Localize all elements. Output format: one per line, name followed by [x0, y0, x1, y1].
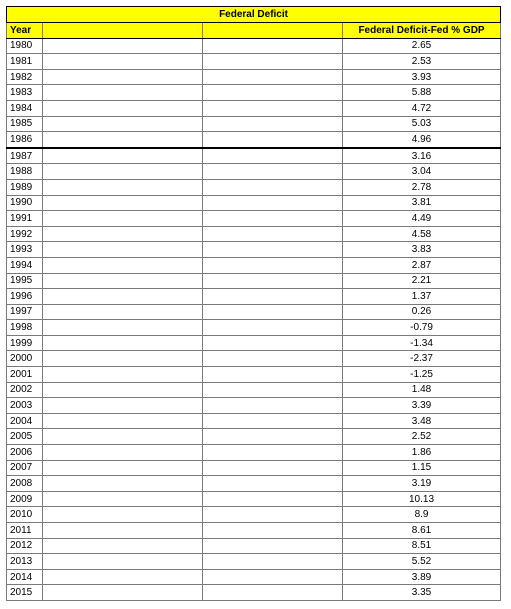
empty-cell[interactable] [203, 585, 343, 601]
empty-cell[interactable] [203, 569, 343, 585]
empty-cell[interactable] [43, 476, 203, 492]
empty-cell[interactable] [43, 585, 203, 601]
empty-cell[interactable] [43, 54, 203, 70]
year-cell[interactable]: 1997 [7, 304, 43, 320]
empty-cell[interactable] [43, 38, 203, 54]
year-cell[interactable]: 2009 [7, 491, 43, 507]
table-row [7, 382, 501, 398]
empty-cell[interactable] [43, 304, 203, 320]
table-row [7, 538, 501, 554]
deficit-value-cell[interactable]: 10.13 [343, 491, 501, 507]
empty-cell[interactable] [203, 304, 343, 320]
year-cell[interactable]: 2007 [7, 460, 43, 476]
table-row [7, 257, 501, 273]
empty-cell[interactable] [203, 491, 343, 507]
table-row [7, 491, 501, 507]
year-cell[interactable]: 1999 [7, 335, 43, 351]
empty-cell[interactable] [203, 429, 343, 445]
empty-cell[interactable] [43, 320, 203, 336]
deficit-value-cell[interactable]: 3.39 [343, 398, 501, 414]
year-cell[interactable]: 2002 [7, 382, 43, 398]
empty-cell[interactable] [203, 398, 343, 414]
table-row [7, 445, 501, 461]
table-row [7, 460, 501, 476]
table-row [7, 242, 501, 258]
header-col2[interactable] [43, 23, 203, 39]
table-row [7, 320, 501, 336]
deficit-value-cell[interactable]: 5.52 [343, 554, 501, 570]
header-col3[interactable] [203, 23, 343, 39]
empty-cell[interactable] [203, 320, 343, 336]
empty-cell[interactable] [203, 445, 343, 461]
year-cell[interactable]: 1989 [7, 179, 43, 195]
empty-cell[interactable] [43, 554, 203, 570]
empty-cell[interactable] [203, 460, 343, 476]
empty-cell[interactable] [43, 289, 203, 305]
table-row [7, 523, 501, 539]
deficit-value-cell[interactable]: 3.81 [343, 195, 501, 211]
year-cell[interactable]: 1995 [7, 273, 43, 289]
empty-cell[interactable] [43, 413, 203, 429]
year-cell[interactable]: 1992 [7, 226, 43, 242]
empty-cell[interactable] [43, 226, 203, 242]
deficit-value-cell[interactable]: 0.26 [343, 304, 501, 320]
empty-cell[interactable] [43, 195, 203, 211]
empty-cell[interactable] [203, 476, 343, 492]
empty-cell[interactable] [203, 195, 343, 211]
deficit-value-cell[interactable]: 3.89 [343, 569, 501, 585]
table-row [7, 164, 501, 180]
table-row [7, 148, 501, 164]
empty-cell[interactable] [43, 460, 203, 476]
title-row [7, 7, 501, 23]
deficit-value-cell[interactable]: 4.72 [343, 100, 501, 116]
deficit-value-cell[interactable]: 1.48 [343, 382, 501, 398]
table-row [7, 569, 501, 585]
header-row [7, 23, 501, 39]
deficit-value-cell[interactable]: 1.37 [343, 289, 501, 305]
table-row [7, 38, 501, 54]
deficit-value-cell[interactable]: 8.51 [343, 538, 501, 554]
empty-cell[interactable] [43, 69, 203, 85]
year-cell[interactable]: 1993 [7, 242, 43, 258]
empty-cell[interactable] [43, 507, 203, 523]
empty-cell[interactable] [203, 367, 343, 383]
deficit-value-cell[interactable]: 2.78 [343, 179, 501, 195]
empty-cell[interactable] [203, 335, 343, 351]
deficit-value-cell[interactable]: -1.25 [343, 367, 501, 383]
deficit-value-cell[interactable]: 3.93 [343, 69, 501, 85]
deficit-value-cell[interactable]: 8.9 [343, 507, 501, 523]
deficit-value-cell[interactable]: -1.34 [343, 335, 501, 351]
empty-cell[interactable] [43, 335, 203, 351]
deficit-value-cell[interactable]: 5.88 [343, 85, 501, 101]
year-cell[interactable]: 1998 [7, 320, 43, 336]
table-row [7, 398, 501, 414]
table-row [7, 289, 501, 305]
empty-cell[interactable] [43, 491, 203, 507]
table-row [7, 100, 501, 116]
year-cell[interactable]: 2013 [7, 554, 43, 570]
year-cell[interactable]: 1983 [7, 85, 43, 101]
empty-cell[interactable] [203, 211, 343, 227]
deficit-value-cell[interactable]: 2.21 [343, 273, 501, 289]
year-cell[interactable]: 2000 [7, 351, 43, 367]
empty-cell[interactable] [203, 273, 343, 289]
empty-cell[interactable] [203, 69, 343, 85]
table-row [7, 54, 501, 70]
empty-cell[interactable] [203, 523, 343, 539]
empty-cell[interactable] [43, 569, 203, 585]
empty-cell[interactable] [203, 38, 343, 54]
deficit-value-cell[interactable]: 4.49 [343, 211, 501, 227]
deficit-value-cell[interactable]: 3.35 [343, 585, 501, 601]
empty-cell[interactable] [203, 85, 343, 101]
year-cell[interactable]: 1982 [7, 69, 43, 85]
table-title[interactable]: Federal Deficit [7, 7, 501, 23]
year-cell[interactable]: 1994 [7, 257, 43, 273]
deficit-value-cell[interactable]: 2.65 [343, 38, 501, 54]
empty-cell[interactable] [43, 429, 203, 445]
table-row [7, 304, 501, 320]
empty-cell[interactable] [43, 523, 203, 539]
year-cell[interactable]: 1990 [7, 195, 43, 211]
deficit-value-cell[interactable]: 2.53 [343, 54, 501, 70]
table-row [7, 69, 501, 85]
empty-cell[interactable] [43, 351, 203, 367]
table-row [7, 413, 501, 429]
table-row [7, 211, 501, 227]
deficit-value-cell[interactable]: 4.58 [343, 226, 501, 242]
empty-cell[interactable] [203, 54, 343, 70]
empty-cell[interactable] [43, 398, 203, 414]
empty-cell[interactable] [43, 367, 203, 383]
empty-cell[interactable] [203, 289, 343, 305]
year-cell[interactable]: 1986 [7, 132, 43, 148]
table-row [7, 554, 501, 570]
year-cell[interactable]: 2008 [7, 476, 43, 492]
year-cell[interactable]: 2012 [7, 538, 43, 554]
deficit-value-cell[interactable]: 3.04 [343, 164, 501, 180]
empty-cell[interactable] [203, 179, 343, 195]
empty-cell[interactable] [203, 413, 343, 429]
deficit-value-cell[interactable]: 4.96 [343, 132, 501, 148]
empty-cell[interactable] [203, 226, 343, 242]
table-row [7, 367, 501, 383]
year-cell[interactable]: 2005 [7, 429, 43, 445]
deficit-value-cell[interactable]: 3.48 [343, 413, 501, 429]
empty-cell[interactable] [43, 382, 203, 398]
empty-cell[interactable] [203, 164, 343, 180]
year-cell[interactable]: 1981 [7, 54, 43, 70]
deficit-value-cell[interactable]: -2.37 [343, 351, 501, 367]
deficit-value-cell[interactable]: 3.83 [343, 242, 501, 258]
table-row [7, 476, 501, 492]
spreadsheet [6, 6, 500, 601]
year-cell[interactable]: 2003 [7, 398, 43, 414]
empty-cell[interactable] [43, 164, 203, 180]
deficit-value-cell[interactable]: 8.61 [343, 523, 501, 539]
deficit-value-cell[interactable]: 1.86 [343, 445, 501, 461]
header-year[interactable]: Year [7, 23, 43, 39]
empty-cell[interactable] [203, 538, 343, 554]
deficit-value-cell[interactable]: 2.87 [343, 257, 501, 273]
empty-cell[interactable] [203, 116, 343, 132]
table-row [7, 179, 501, 195]
header-value[interactable]: Federal Deficit-Fed % GDP [343, 23, 501, 39]
table-row [7, 273, 501, 289]
year-cell[interactable]: 1991 [7, 211, 43, 227]
deficit-value-cell[interactable]: 2.52 [343, 429, 501, 445]
year-cell[interactable]: 2014 [7, 569, 43, 585]
year-cell[interactable]: 1984 [7, 100, 43, 116]
empty-cell[interactable] [203, 132, 343, 148]
year-cell[interactable]: 2006 [7, 445, 43, 461]
year-cell[interactable]: 2015 [7, 585, 43, 601]
year-cell[interactable]: 2010 [7, 507, 43, 523]
table-row [7, 85, 501, 101]
table-row [7, 226, 501, 242]
year-cell[interactable]: 2004 [7, 413, 43, 429]
empty-cell[interactable] [43, 179, 203, 195]
deficit-value-cell[interactable]: 5.03 [343, 116, 501, 132]
empty-cell[interactable] [43, 445, 203, 461]
deficit-value-cell[interactable]: 1.15 [343, 460, 501, 476]
table-row [7, 429, 501, 445]
empty-cell[interactable] [43, 273, 203, 289]
empty-cell[interactable] [203, 242, 343, 258]
empty-cell[interactable] [43, 257, 203, 273]
empty-cell[interactable] [43, 100, 203, 116]
year-cell[interactable]: 2011 [7, 523, 43, 539]
empty-cell[interactable] [43, 116, 203, 132]
table-row [7, 351, 501, 367]
empty-cell[interactable] [203, 100, 343, 116]
table-row [7, 585, 501, 601]
year-cell[interactable]: 1985 [7, 116, 43, 132]
empty-cell[interactable] [43, 538, 203, 554]
table-row [7, 335, 501, 351]
deficit-value-cell[interactable]: 3.19 [343, 476, 501, 492]
table-row [7, 195, 501, 211]
deficit-value-cell[interactable]: 3.16 [343, 148, 501, 164]
empty-cell[interactable] [43, 85, 203, 101]
empty-cell[interactable] [203, 148, 343, 164]
empty-cell[interactable] [43, 242, 203, 258]
year-cell[interactable]: 1987 [7, 148, 43, 164]
empty-cell[interactable] [43, 132, 203, 148]
table-row [7, 507, 501, 523]
empty-cell[interactable] [203, 554, 343, 570]
empty-cell[interactable] [43, 148, 203, 164]
year-cell[interactable]: 1996 [7, 289, 43, 305]
table-row [7, 116, 501, 132]
year-cell[interactable]: 1988 [7, 164, 43, 180]
empty-cell[interactable] [43, 211, 203, 227]
federal-deficit-table [6, 6, 501, 601]
empty-cell[interactable] [203, 257, 343, 273]
year-cell[interactable]: 2001 [7, 367, 43, 383]
year-cell[interactable]: 1980 [7, 38, 43, 54]
empty-cell[interactable] [203, 382, 343, 398]
table-row [7, 132, 501, 148]
deficit-value-cell[interactable]: -0.79 [343, 320, 501, 336]
empty-cell[interactable] [203, 351, 343, 367]
empty-cell[interactable] [203, 507, 343, 523]
